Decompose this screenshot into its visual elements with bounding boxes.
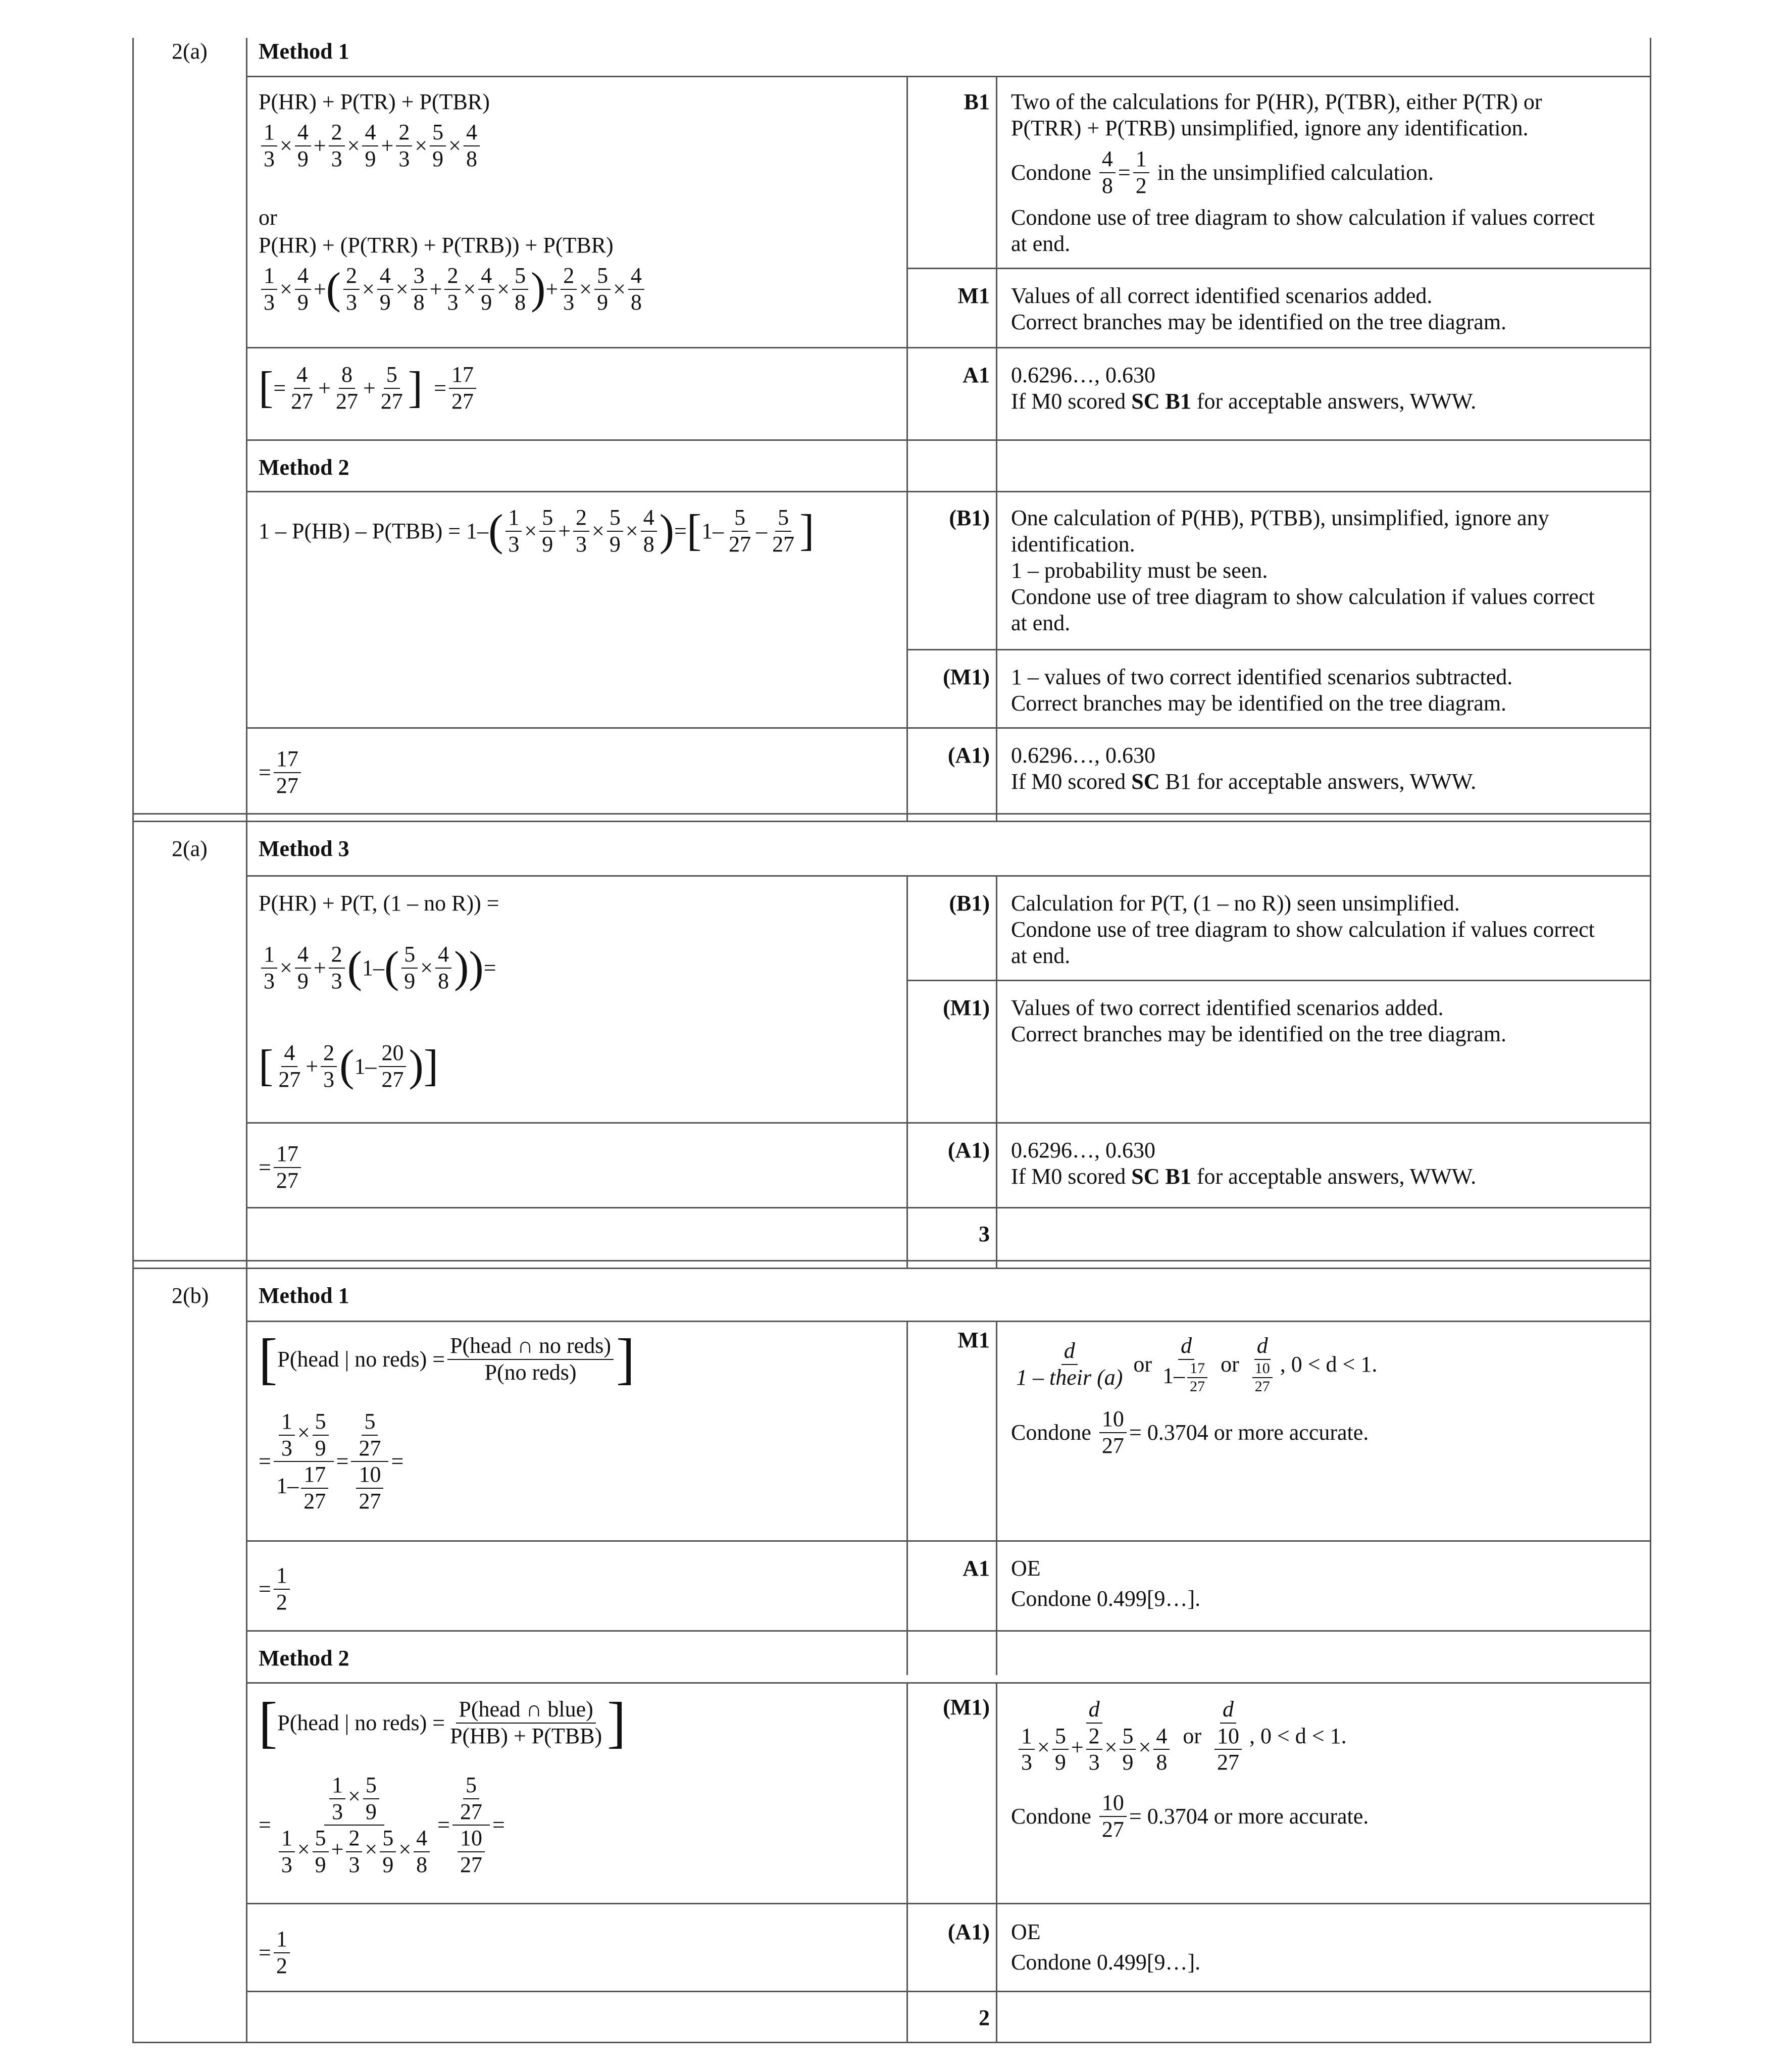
fraction-expression: = $\frac{17}{27}$ — [259, 1141, 303, 1193]
mark-label: B1 — [964, 89, 990, 114]
comment: P(TRR) + P(TRB) unsimplified, ignore any identification. — [1011, 116, 1529, 140]
comment: Two of the calculations for P(HR), P(TBR), either P(TR) or — [1011, 89, 1542, 114]
mark-label: (M1) — [943, 995, 990, 1020]
mark-label: (B1) — [949, 891, 990, 916]
comment: Condone $\frac{10}{27}$ = 0.3704 or more accurate. — [1011, 1790, 1369, 1842]
mark-label: (B1) — [949, 506, 990, 530]
hline — [246, 1991, 1651, 1992]
col-comment-left-2 — [996, 876, 997, 1268]
col-mark-left-3 — [906, 1322, 908, 1675]
comment: at end. — [1011, 943, 1071, 968]
mark-label: A1 — [963, 363, 990, 387]
fraction-expression: = $\frac{1}{2}$ — [259, 1927, 292, 1979]
comment: Correct branches may be identified on the tree diagram. — [1011, 310, 1507, 334]
hline — [246, 1122, 1651, 1124]
mark-label: (M1) — [943, 1695, 990, 1720]
or-text: or — [259, 205, 277, 230]
total-marks: 2 — [979, 2005, 990, 2030]
col-comment-left-4 — [996, 1683, 997, 2043]
col-comment-left-3 — [996, 1322, 997, 1675]
hline — [246, 347, 1651, 348]
hline — [906, 980, 1651, 981]
fraction-expression: = $\frac{1}{3}$ × $\frac{5}{9}$ 1– $\frac{17}{27}$ = $\frac{\frac{5}{27}}{\frac{10}{27}}$ = — [259, 1409, 404, 1513]
section-divider — [132, 813, 1651, 815]
hline — [246, 1540, 1651, 1542]
fraction-expression: = $\frac{17}{27}$ — [259, 746, 303, 798]
method-heading: Method 2 — [259, 1646, 349, 1671]
comment: Calculation for P(T, (1 – no R)) seen unsimplified. — [1011, 891, 1460, 916]
comment: Condone use of tree diagram to show calculation if values correct — [1011, 205, 1595, 230]
comment: 0.6296…, 0.630 — [1011, 743, 1155, 768]
mark-label: (A1) — [947, 1138, 990, 1163]
method-heading: Method 1 — [259, 1283, 349, 1308]
fraction-expression: = $\frac{1}{3}$ × $\frac{5}{9}$ $\frac{1}{3}$ × $\frac{5}{9}$ + $\frac{2}{3}$ × $\frac{5}{9}$ × $\frac{4}{8}$ = $\frac{\frac{5}{27}}{\frac{10}{27}}$ = — [259, 1773, 505, 1877]
col-mark-left — [906, 77, 908, 822]
expression: P(HR) + (P(TRR) + P(TRB)) + P(TBR) — [259, 233, 614, 258]
comment: If M0 scored SC B1 for acceptable answers, WWW. — [1011, 1164, 1477, 1189]
comment: $\frac{d}{\text{1 – their (a)}}$ or d 1– $\frac{17}{27}$ or $\frac{d}{\frac{10}{27}}$ , 0 < d < 1. — [1016, 1333, 1378, 1395]
total-marks: 3 — [979, 1222, 990, 1246]
expression: P(HR) + P(T, (1 – no R)) = — [259, 891, 499, 916]
comment: d $\frac{1}{3}$ × $\frac{5}{9}$ + $\frac{2}{3}$ × $\frac{5}{9}$ × $\frac{4}{8}$ or $\frac{d}{\frac{10}{27}}$ , 0 < d < 1. — [1011, 1697, 1347, 1776]
comment: Correct branches may be identified on the tree diagram. — [1011, 1022, 1507, 1046]
comment: If M0 scored SC B1 for acceptable answers, WWW. — [1011, 769, 1477, 794]
comment: 0.6296…, 0.630 — [1011, 1138, 1155, 1163]
section-divider — [132, 1260, 1651, 1261]
comment: Condone 0.499[9…]. — [1011, 1950, 1201, 1975]
question-label: 2(a) — [172, 39, 208, 64]
fraction-expression: $\frac{1}{3}$ × $\frac{4}{9}$ + ( $\frac{2}{3}$ × $\frac{4}{9}$ × $\frac{3}{8}$ + $\frac{2}{3}$ × $\frac{4}{9}$ × $\frac{5}{8}$ ) + $\frac{2}{3}$ × $\frac{5}{9}$ × $\frac{4}{8}$ — [259, 263, 647, 315]
comment: identification. — [1011, 532, 1135, 557]
comment: Correct branches may be identified on the tree diagram. — [1011, 691, 1507, 716]
comment: 1 – probability must be seen. — [1011, 558, 1268, 583]
comment: OE — [1011, 1919, 1041, 1944]
comment: Condone use of tree diagram to show calculation if values correct — [1011, 584, 1595, 609]
hline — [246, 1682, 1651, 1684]
condone-text: in the unsimplified calculation. — [1157, 160, 1434, 185]
condone-label: Condone — [1011, 160, 1091, 185]
question-label: 2(a) — [172, 836, 208, 861]
comment: Condone $\frac{4}{8}$ = $\frac{1}{2}$ in the unsimplified calculation. — [1011, 146, 1434, 198]
hline — [906, 649, 1651, 650]
fraction-expression: = $\frac{1}{2}$ — [259, 1563, 292, 1615]
col-mark-left-4 — [906, 1683, 908, 2043]
comment: 1 – values of two correct identified scenarios subtracted. — [1011, 665, 1513, 689]
mark-label: A1 — [963, 1556, 990, 1581]
comment: One calculation of P(HB), P(TBB), unsimplified, ignore any — [1011, 506, 1549, 530]
section-divider — [132, 821, 1651, 822]
mark-label: (A1) — [947, 1919, 990, 1944]
fraction-expression: $\frac{1}{3}$ × $\frac{4}{9}$ + $\frac{2}{3}$ × $\frac{4}{9}$ + $\frac{2}{3}$ × $\frac{5}{9}$ × $\frac{4}{8}$ — [259, 120, 482, 172]
hline — [246, 1903, 1651, 1904]
comment: 0.6296…, 0.630 — [1011, 363, 1155, 387]
col-answer-left — [246, 38, 247, 2043]
method-heading: Method 1 — [259, 39, 349, 64]
fraction-expression: $\frac{1}{3}$ × $\frac{4}{9}$ + $\frac{2}{3}$ ( 1– ( $\frac{5}{9}$ × $\frac{4}{8}$ )) = — [259, 942, 496, 994]
fraction-expression: 1 – P(HB) – P(TBB) = 1 – ( $\frac{1}{3}$ × $\frac{5}{9}$ + $\frac{2}{3}$ × $\frac{5}{9}$ × $\frac{4}{8}$ ) = [ 1– $\frac{5}{27}$ – $\frac{5}{27}$ ] — [259, 505, 815, 557]
fraction-expression: [ P(head | no reds) = $\frac{\text{P(head ∩ no reds)}}{\text{P(no reds)}}$ ] — [259, 1327, 635, 1390]
question-label: 2(b) — [172, 1283, 209, 1308]
hline — [246, 1630, 1651, 1632]
hline — [246, 1321, 1651, 1322]
mark-label: M1 — [957, 283, 990, 308]
hline — [906, 268, 1651, 269]
col-mark-left-2 — [906, 876, 908, 1268]
method-heading: Method 2 — [259, 455, 349, 480]
section-divider — [132, 1268, 1651, 1269]
comment: Condone use of tree diagram to show calculation if values correct — [1011, 917, 1595, 942]
border-right — [1650, 38, 1651, 2043]
expression: P(HR) + P(TR) + P(TBR) — [259, 89, 490, 114]
method-heading: Method 3 — [259, 836, 349, 861]
fraction-expression: [ = $\frac{4}{27}$ + $\frac{8}{27}$ + $\frac{5}{27}$ ] = $\frac{17}{27}$ — [259, 362, 479, 414]
comment: OE — [1011, 1556, 1041, 1581]
hline — [246, 439, 1651, 441]
hline — [246, 727, 1651, 729]
col-comment-left — [996, 77, 997, 822]
their-a-text: 1 – their (a) — [1016, 1365, 1123, 1390]
hline — [246, 1207, 1651, 1208]
comment: at end. — [1011, 611, 1071, 635]
comment: If M0 scored SC B1 for acceptable answers, WWW. — [1011, 389, 1477, 414]
comment: Values of all correct identified scenarios added. — [1011, 283, 1433, 308]
hline — [246, 875, 1651, 877]
comment: at end. — [1011, 231, 1071, 256]
hline — [246, 76, 1651, 77]
border-left — [132, 38, 134, 2043]
mark-label: (A1) — [947, 743, 990, 768]
fraction-expression: [ P(head | no reds) = $\frac{\text{P(head ∩ blue)}}{\text{P(HB) + P(TBB)}}$ ] — [259, 1691, 626, 1754]
comment: Condone $\frac{10}{27}$ = 0.3704 or more accurate. — [1011, 1406, 1369, 1458]
comment: Values of two correct identified scenarios added. — [1011, 995, 1444, 1020]
mark-label: (M1) — [943, 665, 990, 689]
fraction-expression: [ $\frac{4}{27}$ + $\frac{2}{3}$ ( 1– $\frac{20}{27}$ )] — [259, 1040, 439, 1092]
border-bottom — [132, 2042, 1651, 2043]
comment: Condone 0.499[9…]. — [1011, 1586, 1201, 1611]
hline — [246, 491, 1651, 492]
mark-label: M1 — [957, 1328, 990, 1352]
